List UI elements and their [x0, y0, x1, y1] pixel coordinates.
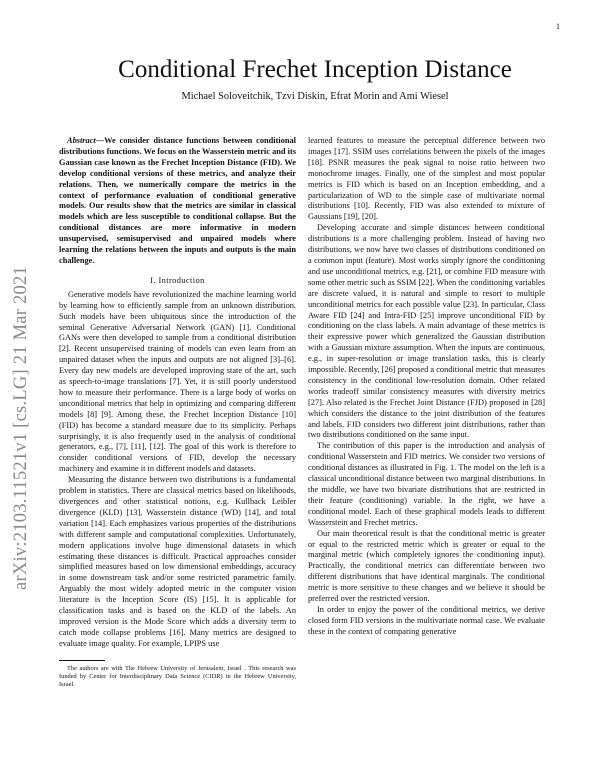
author-list: Michael Soloveitchik, Tzvi Diskin, Efrat Morin and Ami Wiesel: [181, 91, 449, 102]
abstract-label: Abstract: [67, 136, 96, 145]
section-heading-introduction: I. Introduction: [150, 275, 205, 285]
arxiv-identifier-stamp: arXiv:2103.11521v1 [cs.LG] 21 Mar 2021: [10, 266, 31, 590]
abstract: [59, 136, 296, 267]
right-column: [308, 136, 545, 638]
paragraph: learned features to measure the perceptual difference between two images [17]. SSIM uses correlations between the pixels of the images [18]. PSNR measures the peak signal to noise ratio between two monochrome images. Finally, one of the simplest and most popular metrics is FID which is based on an Inception embedding, and a particularization of WD to the simple case of multivariate normal distributions [10]. Recently, FID was also extended to mixture of Gaussians [19], [20].: [308, 136, 545, 222]
left-column: [59, 136, 296, 689]
paragraph: Measuring the distance between two distributions is a fundamental problem in statistics. There are classical metrics based on likelihoods, divergences and other statistical notions, e.g. Kullback Leibler divergence (KLD) [13], Wasserstein distance (WD) [14], and total variation [14]. Each emphasizes various properties of the distributions with different sample and computational complexities. Unfortunately, modern applications involve huge dimensional datasets in which estimating these distances is difficult. Practical approaches consider simplified measures based on low dimensional embeddings, accuracy in some downstream task and/or some restricted parametric family. Arguably the most widely adopted metric in the computer vision literature is the Inception Score (IS) [15]. It is applicable for classification tasks and is based on the KLD of the labels. An improved version is the Mode Score which adds a diversity term to catch mode collapse problems [16]. Many metrics are designed to evaluate image quality. For example, LPIPS use: [59, 475, 296, 648]
paragraph: In order to enjoy the power of the conditional metrics, we derive closed form FID versions in the multivariate normal case. We evaluate these in the context of comparing generative: [308, 604, 545, 636]
paper-title: Conditional Frechet Inception Distance: [118, 56, 512, 83]
footnote-divider: [59, 660, 105, 661]
paragraph: Generative models have revolutionized the machine learning world by learning how to efficiently sample from an unknown distribution. Such models have been ubiquitous since the introduction of the seminal Generative Adversarial Network (GAN) [1]. Conditional GANs were then developed to sample from a conditional distribution [2]. Recent unsupervised training of models can even learn from an unpaired dataset when the inputs and outputs are not aligned [3]–[6]. Every day new models are developed improving state of the art, such as speech-to-image translations [7]. Yet, it is still poorly understood how to measure their performance. There is a large body of works on unconditional metrics that help in optimizing and comparing different models [8] [9]. Among these, the Frechet Inception Distance [10] (FID) has become a standard measure due to its simplicity. Perhaps surprisingly, it is also frequently used in the analysis of conditional generators, e.g., [7], [11], [12]. The goal of this work is therefore to consider conditional versions of FID, develop the necessary machinery and examine it in different models and datasets.: [59, 289, 296, 474]
paragraph: Our main theoretical result is that the conditional metric is greater or equal to the restricted metric which is greater or equal to the marginal metric (which completely ignores the conditioning input). Practically, the conditional metrics can differentiate between two different distributions that have identical marginals. The conditional metric is more sensitive to these changes and we believe it should be preferred over the restricted version.: [308, 528, 545, 604]
page-number: 1: [556, 22, 560, 31]
paragraph: Developing accurate and simple distances between conditional distributions is a more challenging problem. Instead of having two distributions, we now have two classes of distributions conditioned on a common input (feature). Most works simply ignore the conditioning and use unconditional metrics, e.g. [21], or combine FID measure with some other metric such as SSIM [22]. When the conditioning variables are discrete valued, it is natural and simple to resort to multiple unconditional metrics for each possible value [23]. In particular, Class Aware FID [24] and Intra-FID [25] improve unconditional FID by conditioning on the class labels. A main advantage of these metrics is their expressive power which generalized the Gaussian distribution with a Gaussian mixture assumption. When the inputs are continuous, e.g., in super-resolution or image translation tasks, this is clearly impossible. Recently, [26] proposed a conditional metric that measures consistency in the conditional low-resolution domain. Other related works tradeoff similar consistency measures with diversity metrics [27]. Also related is the Frechet Joint Distance (FJD) proposed in [28] which considers the distance to the joint distribution of the features and labels. FJD considers two different joint distributions, rather than two distributions conditioned on the same input.: [308, 223, 545, 440]
footnote: The authors are with The Hebrew University of Jerusalem, Israel . This research was funded by Center for Interdisciplinary Data Science (CIDR) in the Hebrew University, Israel.: [59, 664, 296, 688]
abstract-text: —We consider distance functions between conditional distributions functions. We focus on the Wasserstein metric and its Gaussian case known as the Frechet Inception Distance (FID). We develop conditional versions of these metrics, and analyze their relations. Then, we numerically compare the metrics in the context of performance evaluation of conditional generative models. Our results show that the metrics are similar in classical models which are less susceptible to conditional collapse. But the conditional distances are more informative in modern unsupervised, semisupervised and unpaired models where learning the relations between the inputs and outputs is the main challenge.: [59, 136, 296, 265]
paragraph: The contribution of this paper is the introduction and analysis of conditional Wasserstein and FID metrics. We consider two versions of conditional distances as illustrated in Fig. 1. The model on the left is a classical unconditional distance between two marginal distributions. In the middle, we have two bivariate distributions that are restricted in their feature (conditioning) variable. In the right, we have a conditional model. Each of these graphical models leads to different Wasserstein and Frechet metrics.: [308, 441, 545, 527]
